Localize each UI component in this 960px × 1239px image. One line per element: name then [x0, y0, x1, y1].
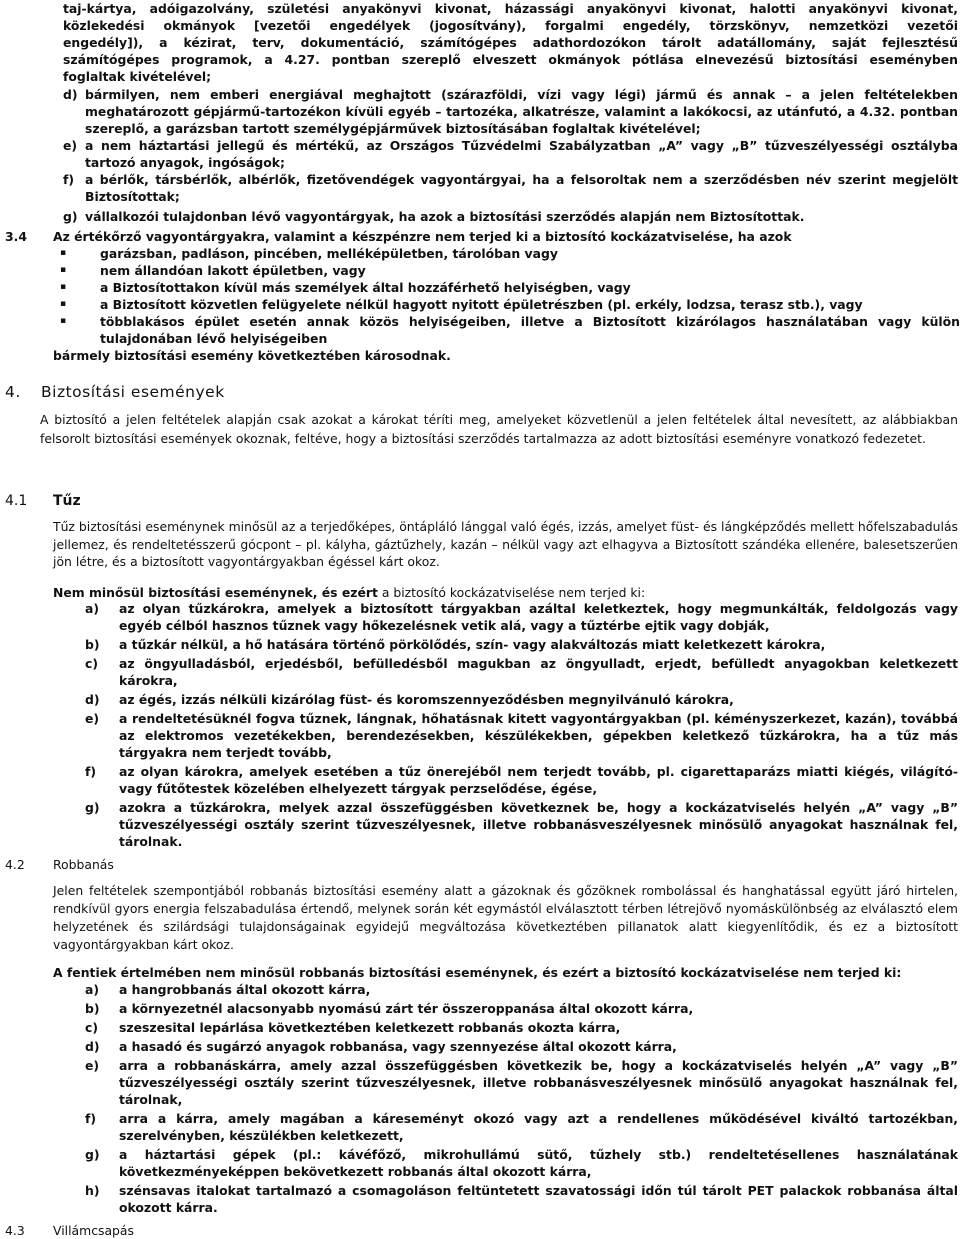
- list-item: [85, 636, 958, 653]
- list-item-label: g): [85, 800, 100, 815]
- bullet-item: [60, 313, 960, 347]
- list-item-text: azokra a tűzkárokra, melyek azzal összefüggésben következnek be, hogy a kockázatviselés helyén „A” vagy „B” tűzveszélyességi osztály szerint tűzveszélyesnek, illetve robbanásveszélyesnek minősülő anyagokat használnak fel, tárolnak.: [119, 800, 958, 849]
- bullet-item: [60, 262, 960, 279]
- list-item: [85, 1182, 958, 1216]
- list-item-text: az öngyulladásból, erjedésből, befülledésből magukban az öngyulladt, erjedt, befülledt anyagokban keletkezett károkra,: [119, 656, 958, 688]
- list-item: [85, 1038, 958, 1055]
- list-item-label: d): [63, 87, 78, 102]
- list-item-label: a): [85, 982, 100, 997]
- section-4-heading: [5, 384, 225, 401]
- intro-continuation: [63, 0, 958, 85]
- section-4-2-lead: A fentiek értelmében nem minősül robbanás biztosítási eseménynek, és ezért a biztosító kockázatviselése nem terjed ki:: [53, 965, 902, 980]
- list-item: [85, 655, 958, 689]
- section-lead-bold: Az értékőrző vagyontárgyakra,: [53, 229, 270, 244]
- list-item: [85, 763, 958, 797]
- intro-line: közlekedési okmányok [vezetői engedélyek (jogosítvány), forgalmi engedély, törzskönyv, nemzetközi vezetői: [63, 18, 958, 33]
- list-item: [85, 1000, 958, 1017]
- section-3-4: [5, 228, 960, 364]
- section-tail: bármely biztosítási esemény következtében károsodnak.: [53, 348, 451, 363]
- list-item: [85, 1146, 958, 1180]
- list-item: [85, 981, 958, 998]
- section-number: 4.: [5, 383, 21, 401]
- bullet-item: [60, 245, 960, 262]
- list-item: [63, 137, 958, 171]
- list-item-text: a rendeltetésüknél fogva tűznek, lángnak, hőhatásnak kitett vagyontárgyakban (pl. kéményszerkezet, kazán), továbbá az elektromos vezetékekben, berendezésekben, készülékekben, gépekben keletkező tűzkárokra, ha a tűz más tárgyakra nem terjedt tovább,: [119, 711, 958, 760]
- fire-exclusion-list: [85, 600, 958, 852]
- section-lead: [53, 228, 792, 245]
- bullet-text: garázsban, padláson, pincében, melléképületben, tárolóban vagy: [100, 246, 558, 261]
- list-item-label: d): [85, 692, 100, 707]
- list-item-text: a háztartási gépek (pl.: kávéfőző, mikrohullámú sütő, tűzhely stb.) rendeltetésellenes használatának következményeképpen bekövetkezett robbanás által okozott kárra,: [119, 1147, 958, 1179]
- list-item: [63, 208, 958, 225]
- list-item-label: g): [85, 1147, 100, 1162]
- bullet-text: a Biztosítottakon kívül más személyek által hozzáférhető helyiségben, vagy: [100, 280, 631, 295]
- section-number: 4.3: [5, 1223, 25, 1238]
- section-title: Robbanás: [53, 857, 114, 872]
- section-4-2-paragraph: Jelen feltételek szempontjából robbanás biztosítási esemény alatt a gázoknak és gőzöknek rombolással és hanghatással együtt járó hirtelen, rendkívül gyors energia felszabadulása értendő, melynek során két egymástól elválasztott térben létrejövő nyomáskülönbség az elválasztó elem helyzetének és szilárdsági tulajdonságainak egyidejű megváltozása következtében pillanatok alatt kiegyenlítődik, és ez a biztosított vagyontárgyakban kárt okoz.: [53, 883, 958, 952]
- list-item-text: vállalkozói tulajdonban lévő vagyontárgyak, ha azok a biztosítási szerződés alapján nem Biztosítottak.: [85, 209, 805, 224]
- list-item-text: szeszesital lepárlása következtében keletkezett robbanás okozta kárra,: [119, 1020, 621, 1035]
- intro-line: engedély]), a kézirat, terv, dokumentáció, számítógépes adathordozókon tárolt adatállomány, saját fejlesztésű: [63, 35, 958, 50]
- list-item: [85, 691, 958, 708]
- list-item: [85, 1057, 958, 1108]
- list-item: [63, 86, 958, 137]
- section-4-1-lead: [53, 584, 958, 601]
- list-item-text: arra a kárra, amely magában a káreseményt okozó vagy azt a rendellenes működésével kiváltó tartozékban, szerelvényben, készülékben keletkezett,: [119, 1111, 958, 1143]
- list-item-text: a környezetnél alacsonyabb nyomású zárt tér összeroppanása által okozott kárra,: [119, 1001, 694, 1016]
- list-item-label: e): [63, 138, 78, 153]
- bullet-text: többlakásos épület esetén annak közös helyiségeiben, illetve a Biztosított kizárólagos használatában vagy külön tulajdonában lévő helyiségeiben: [100, 314, 960, 346]
- bullet-icon: ▪: [60, 265, 67, 275]
- list-item-label: b): [85, 637, 100, 652]
- list-item-label: e): [85, 1058, 100, 1073]
- list-item-text: az égés, izzás nélküli kizárólag füst- és koromszennyeződésben megnyilvánuló károkra,: [119, 692, 734, 707]
- bullet-text: a Biztosított közvetlen felügyelete nélkül hagyott nyitott épületrészben (pl. erkély, lodzsa, terasz stb.), vagy: [100, 297, 863, 312]
- list-item-text: a tűzkár nélkül, a hő hatására történő pörkölődés, szín- vagy alakváltozás miatt keletkezett károkra,: [119, 637, 826, 652]
- bullet-list: [60, 245, 960, 347]
- list-item-text: az olyan károkra, amelyek esetében a tűz önerejéből nem terjedt tovább, pl. cigarettaparázs miatti kiégés, világító- vagy fűtőtestek közelében elhelyezett tárgyak perzselődése, égése,: [119, 764, 958, 796]
- list-item: [85, 710, 958, 761]
- list-item: [63, 171, 958, 205]
- exclusion-list: [63, 86, 958, 225]
- list-item: [85, 1019, 958, 1036]
- bullet-text: nem állandóan lakott épületben, vagy: [100, 263, 366, 278]
- section-lead-rest: valamint a készpénzre nem terjed ki a biztosító kockázatviselése, ha azok: [269, 229, 792, 244]
- bullet-icon: ▪: [60, 282, 67, 292]
- section-title: Tűz: [53, 493, 81, 509]
- intro-line: foglaltak kivételével;: [63, 69, 212, 84]
- section-title: Biztosítási események: [41, 383, 225, 401]
- section-number: 4.2: [5, 857, 25, 872]
- list-item-label: d): [85, 1039, 100, 1054]
- list-item-text: szénsavas italokat tartalmazó a csomagoláson feltüntetett szavatossági időn túl tárolt PET palackok robbanása által okozott kárra.: [119, 1183, 958, 1215]
- list-item-label: c): [85, 1020, 99, 1035]
- list-item-label: b): [85, 1001, 100, 1016]
- list-item-label: g): [63, 209, 78, 224]
- list-item-text: bármilyen, nem emberi energiával meghajtott (szárazföldi, vízi vagy légi) jármű és annak – a jelen feltételekben meghatározott gépjármű-tartozékon kívüli egyéb – tartozéka, alkatrésze, valamint a lakókocsi, az utánfutó, a 4.32. pontban szereplő, a garázsban tartott személygépjárművek biztosításában foglaltak kivételével;: [85, 87, 958, 136]
- list-item-label: f): [85, 764, 97, 779]
- list-item-text: a nem háztartási jellegű és mértékű, az Országos Tűzvédelmi Szabályzatban „A” vagy „B” tűzveszélyességi osztályba tartozó anyagok, ingóságok;: [85, 138, 958, 170]
- section-title: Villámcsapás: [53, 1223, 134, 1238]
- list-item-label: e): [85, 711, 100, 726]
- list-item-text: a bérlők, társbérlők, albérlők, fizetővendégek vagyontárgyai, ha a felsoroltak nem a szerződésben név szerint megjelölt Biztosítottak;: [85, 172, 958, 204]
- section-4-2-heading: [5, 856, 114, 873]
- bullet-icon: ▪: [60, 316, 67, 326]
- intro-line: taj-kártya, adóigazolvány, születési anyakönyvi kivonat, házassági anyakönyvi kivonat, halotti anyakönyvi kivonat,: [63, 1, 958, 16]
- section-number: 4.1: [5, 493, 28, 509]
- section-number: 3.4: [5, 229, 27, 244]
- list-item-label: a): [85, 601, 100, 616]
- bullet-icon: ▪: [60, 248, 67, 258]
- explosion-exclusion-list: [85, 981, 958, 1218]
- bullet-icon: ▪: [60, 299, 67, 309]
- list-item: [85, 600, 958, 634]
- section-4-1-heading: [5, 493, 81, 510]
- section-4-1-paragraph: Tűz biztosítási eseménynek minősül az a terjedőképes, öntápláló lánggal való égés, izzás, amelyet füst- és lángképződés mellett hőfelszabadulás jellemez, és rendeltetésszerű gócpont – pl. kályha, gáztűzhely, kazán – nélkül vagy azt elhagyva a Biztosított szándéka ellenére, balesetszerűen jön létre, és a biztosított vagyontárgyakban égéssel kárt okoz.: [53, 519, 958, 569]
- list-item: [85, 1110, 958, 1144]
- bullet-item: [60, 279, 960, 296]
- section-4-paragraph: A biztosító a jelen feltételek alapján csak azokat a károkat téríti meg, amelyeket közvetlenül a jelen feltételek által nevesített, az alábbiakban felsorolt biztosítási események okoznak, feltéve, hogy a biztosítási szerződés tartalmazza az adott biztosítási eseményre vonatkozó fedezetet.: [40, 412, 958, 446]
- bullet-item: [60, 296, 960, 313]
- list-item-label: f): [63, 172, 75, 187]
- list-item-label: h): [85, 1183, 100, 1198]
- list-item: [85, 799, 958, 850]
- list-item-text: a hasadó és sugárzó anyagok robbanása, vagy szennyezése által okozott kárra,: [119, 1039, 677, 1054]
- lead-rest: a biztosító kockázatviselése nem terjed ki:: [377, 585, 646, 600]
- intro-line: számítógépes programok, a 4.27. pontban szereplő elveszett okmányok pótlása elnevezésű biztosítási eseményben: [63, 52, 958, 67]
- list-item-text: az olyan tűzkárokra, amelyek a biztosított tárgyakban azáltal keletkeztek, hogy megmunkálták, feldolgozás vagy egyéb célból hasznos tűznek vagy hőkezelésnek vetik alá, vagy a tűztérbe ejtik vagy dobják,: [119, 601, 958, 633]
- list-item-text: arra a robbanáskárra, amely azzal összefüggésben következik be, hogy a kockázatviselés helyén „A” vagy „B” tűzveszélyességi osztály szerint tűzveszélyesnek, illetve robbanásveszélyesnek minősülő anyagokat használnak fel, tárolnak,: [119, 1058, 958, 1107]
- section-4-3-heading: [5, 1222, 134, 1239]
- list-item-text: a hangrobbanás által okozott kárra,: [119, 982, 371, 997]
- list-item-label: f): [85, 1111, 97, 1126]
- list-item-label: c): [85, 656, 99, 671]
- lead-bold: Nem minősül biztosítási eseménynek, és ezért: [53, 585, 378, 600]
